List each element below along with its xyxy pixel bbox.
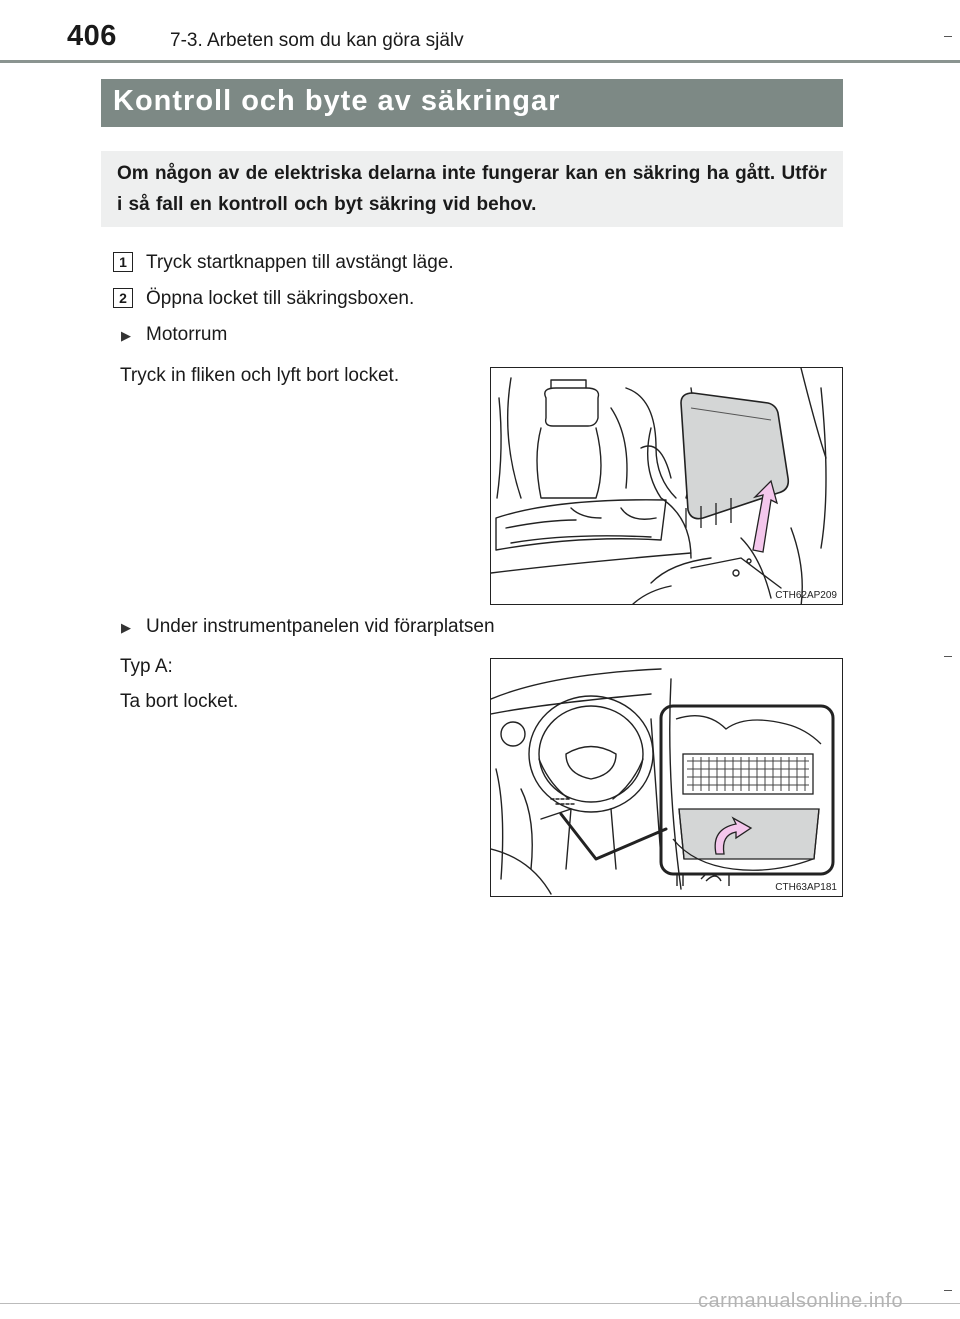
type-label: Typ A:: [120, 656, 173, 677]
crop-mark: [944, 36, 952, 37]
engine-fuse-box-illustration-icon: [491, 368, 843, 605]
section-title: Kontroll och byte av säkringar: [113, 85, 561, 117]
dashboard-fuse-box-illustration-icon: [491, 659, 843, 897]
step-text-2: Öppna locket till säkringsboxen.: [146, 288, 415, 309]
crop-mark: [944, 1290, 952, 1291]
step-badge-1: 1: [113, 252, 133, 272]
instruction-dashboard: Ta bort locket.: [120, 691, 239, 712]
watermark: carmanualsonline.info: [698, 1290, 904, 1312]
header-rule: [0, 60, 960, 63]
location-heading-engine: Motorrum: [146, 324, 228, 345]
bullet-icon: ▶: [121, 328, 131, 343]
chapter-title: 7-3. Arbeten som du kan göra själv: [170, 30, 464, 51]
step-badge-2: 2: [113, 288, 133, 308]
step-text-1: Tryck startknappen till avstängt läge.: [146, 252, 454, 273]
crop-mark: [944, 656, 952, 657]
engine-fuse-box-illustration: [490, 367, 843, 605]
location-heading-dashboard: Under instrumentpanelen vid förarplatsen: [146, 616, 495, 637]
figure-code-dashboard: CTH63AP181: [775, 882, 837, 893]
page-number: 406: [67, 20, 117, 52]
figure-code-engine: CTH62AP209: [775, 590, 837, 601]
instruction-engine: Tryck in fliken och lyft bort locket.: [120, 365, 400, 386]
dashboard-fuse-box-illustration: [490, 658, 843, 897]
bullet-icon: ▶: [121, 620, 131, 635]
intro-text: Om någon av de elektriska delarna inte fungerar kan en säkring ha gått. Utför i så fall en kontroll och byt säkring vid behov.: [117, 163, 827, 215]
